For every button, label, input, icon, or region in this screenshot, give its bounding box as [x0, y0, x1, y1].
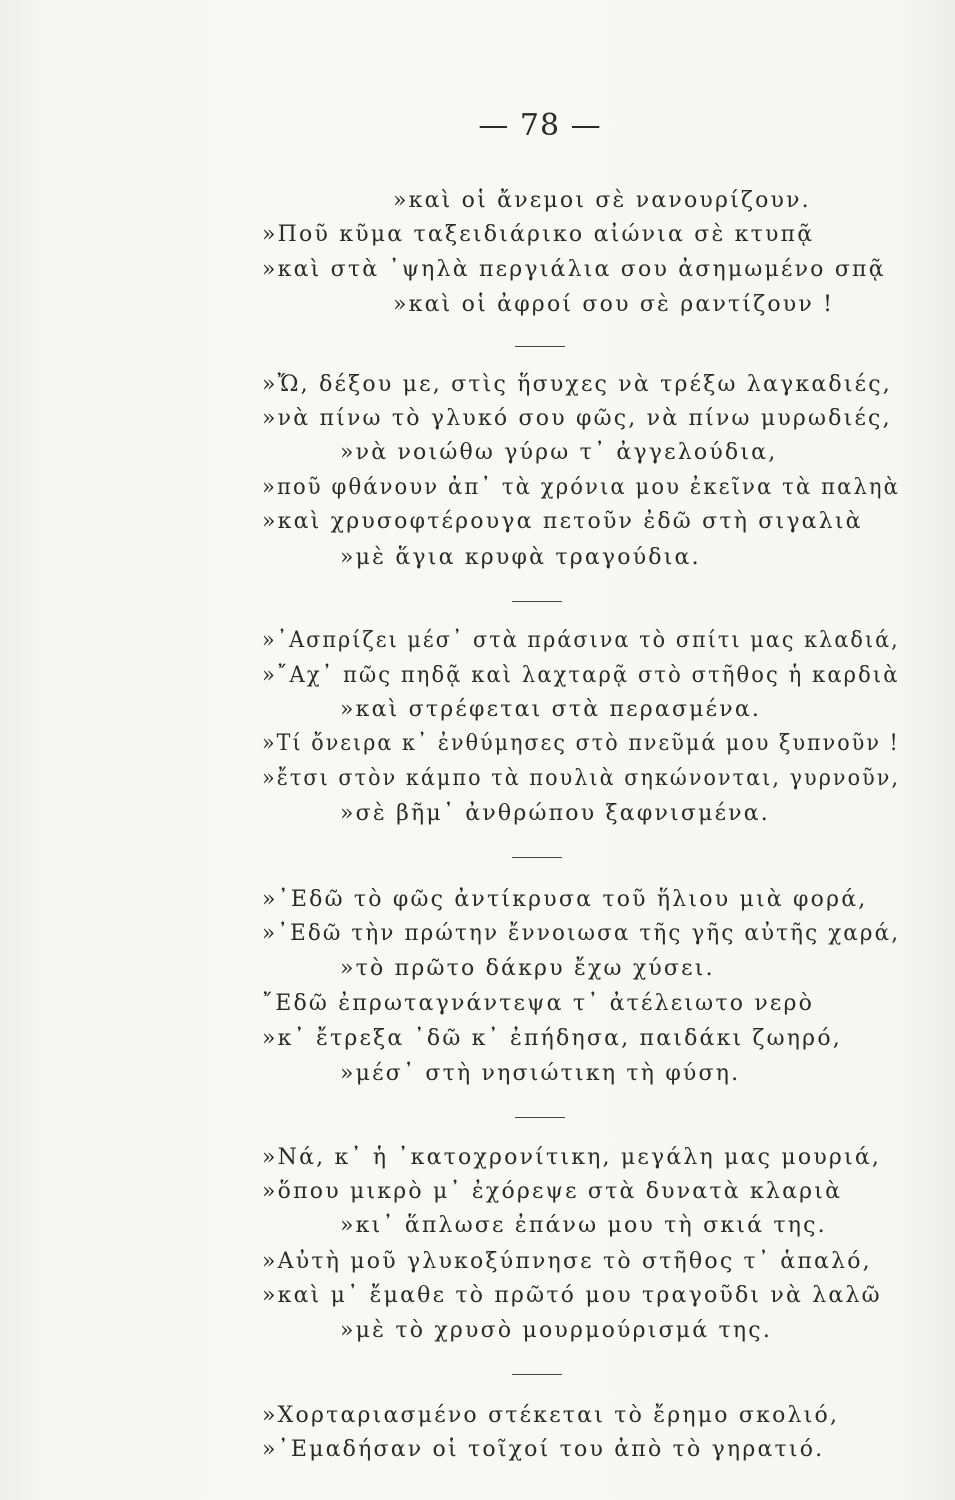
verse-line: »ὅπου μικρὸ μ᾽ ἐχόρεψε στὰ δυνατὰ κλαριὰ — [262, 1179, 843, 1204]
verse-line: »τὸ πρῶτο δάκρυ ἔχω χύσει. — [340, 956, 715, 981]
verse-line: »Τί ὄνειρα κ᾽ ἐνθύμησες στὸ πνεῦμά μου ξυπνοῦν ! — [262, 731, 900, 756]
stanza-divider — [515, 1117, 565, 1118]
verse-line: »ἔτσι στὸν κάμπο τὰ πουλιὰ σηκώνονται, γυρνοῦν, — [262, 766, 901, 791]
stanza-divider — [512, 1374, 562, 1375]
verse-line: »καὶ οἱ ἄνεμοι σὲ νανουρίζουν. — [393, 188, 811, 213]
verse-line: »Χορταριασμένο στέκεται τὸ ἔρημο σκολιό, — [262, 1403, 840, 1428]
stanza-divider — [515, 346, 565, 347]
verse-line: ῎Εδῶ ἐπρωταγνάντεψα τ᾽ ἀτέλειωτο νερὸ — [262, 991, 815, 1016]
verse-line: »νὰ πίνω τὸ γλυκό σου φῶς, νὰ πίνω μυρωδιές, — [262, 406, 892, 431]
verse-line: »καὶ μ᾽ ἔμαθε τὸ πρῶτό μου τραγοῦδι νὰ λαλῶ — [262, 1283, 882, 1308]
verse-line: »καὶ χρυσοφτέρουγα πετοῦν ἐδῶ στὴ σιγαλιὰ — [262, 509, 863, 534]
verse-line: »᾽Εδῶ τὸ φῶς ἀντίκρυσα τοῦ ἥλιου μιὰ φορά, — [262, 887, 868, 912]
page-number: — 78 — — [478, 108, 602, 143]
verse-line: »Νά, κ᾽ ἡ ᾽κατοχρονίτικη, μεγάλη μας μουριά, — [262, 1145, 882, 1170]
verse-line: »κι᾽ ἅπλωσε ἐπάνω μου τὴ σκιά της. — [340, 1213, 827, 1238]
verse-line: »καὶ στρέφεται στὰ περασμένα. — [340, 697, 762, 722]
verse-line: »κ᾽ ἔτρεξα ᾽δῶ κ᾽ ἐπήδησα, παιδάκι ζωηρό, — [262, 1026, 842, 1051]
verse-line: »σὲ βῆμ᾽ ἀνθρώπου ξαφνισμένα. — [340, 801, 771, 826]
verse-line: »καὶ στὰ ᾽ψηλὰ περγιάλια σου ἀσημωμένο σπᾷ — [262, 257, 886, 282]
verse-line: »μέσ᾽ στὴ νησιώτικη τὴ φύση. — [340, 1061, 741, 1086]
verse-line: »Ποῦ κῦμα ταξειδιάρικο αἰώνια σὲ κτυπᾷ — [262, 222, 815, 247]
verse-line: »Αὐτὴ μοῦ γλυκοξύπνησε τὸ στῆθος τ᾽ ἁπαλό, — [262, 1249, 872, 1274]
verse-line: »Ὤ, δέξου με, στὶς ἥσυχες νὰ τρέξω λαγκαδιές, — [262, 372, 892, 397]
verse-line: »ποῦ φθάνουν ἀπ᾽ τὰ χρόνια μου ἐκεῖνα τὰ παληὰ — [262, 475, 901, 500]
verse-line: »μὲ ἅγια κρυφὰ τραγούδια. — [340, 545, 701, 570]
verse-line: »῎Αχ᾽ πῶς πηδᾷ καὶ λαχταρᾷ στὸ στῆθος ἡ καρδιὰ — [262, 663, 900, 688]
verse-line: »᾽Εδῶ τὴν πρώτην ἔννοιωσα τῆς γῆς αὐτῆς χαρά, — [262, 921, 901, 946]
verse-line: »μὲ τὸ χρυσὸ μουρμούρισμά της. — [340, 1318, 773, 1343]
stanza-divider — [512, 857, 562, 858]
verse-line: »νὰ νοιώθω γύρω τ᾽ ἀγγελούδια, — [340, 440, 778, 465]
verse-line: »᾽Εμαδήσαν οἱ τοῖχοί του ἀπὸ τὸ γηρατιό. — [262, 1437, 825, 1462]
verse-line: »καὶ οἱ ἀφροί σου σὲ ραντίζουν ! — [393, 292, 835, 317]
stanza-divider — [512, 601, 562, 602]
verse-line: »᾽Ασπρίζει μέσ᾽ στὰ πράσινα τὸ σπίτι μας κλαδιά, — [262, 628, 900, 653]
